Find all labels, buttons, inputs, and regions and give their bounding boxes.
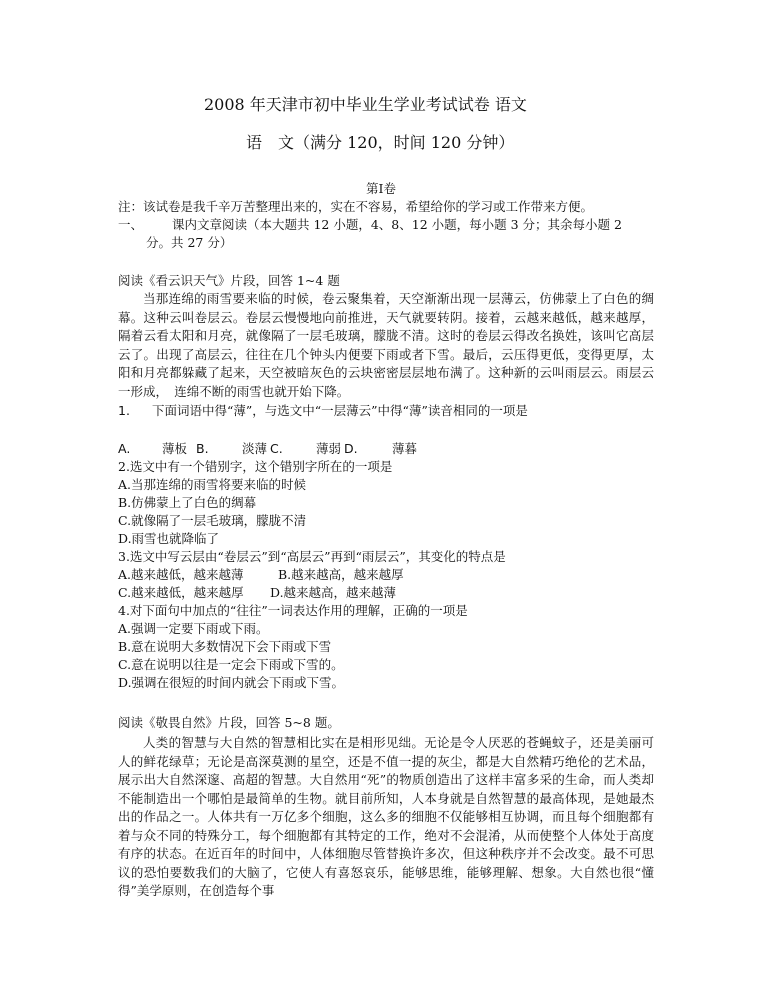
part-instruction-line1: 课内文章阅读（本大题共 12 小题，4、8、12 小题，每小题 3 分；其余每小题 2 <box>172 217 622 232</box>
reading2-passage: 人类的智慧与大自然的智慧相比实在是相形见绌。无论是令人厌恶的苍蝇蚊子，还是美丽可人的鲜花绿草；无论是高深莫测的星空，还是不值一提的灰尘，都是大自然精巧绝伦的艺术品，展示出大自然深邃、高超的智慧。大自然用“死”的物质创造出了这样丰富多采的生命，而人类却不能制造出一个哪怕是最简单的生物。就目前所知，人本身就是自然智慧的最高体现，是她最杰出的作品之一。人体共有一万亿多个细胞，这么多的细胞不仅能够相互协调，而且每个细胞都有着与众不同的特殊分工，每个细胞都有其特定的工作，绝对不会混淆，从而使整个人体处于高度有序的状态。在近百年的时间中，人体细胞尽管替换许多次，但这种秩序并不会改变。最不可思议的恐怕要数我们的大脑了，它使人有喜怒哀乐，能够思维，能够理解、想象。大自然也很“懂得”美学原则，在创造每个事 <box>118 735 654 898</box>
q2-option-b: B.仿佛蒙上了白色的绸幕 <box>118 495 257 510</box>
q4-option-a: A.强调一定要下雨或下雨。 <box>118 621 269 636</box>
q1-option-d-text: 薄暮 <box>392 441 418 456</box>
q1-option-c-label: C. <box>270 441 283 456</box>
q1-number: 1. <box>118 403 130 418</box>
part-instruction-line2: 分。共 27 分） <box>146 235 233 250</box>
q3-option-b: B.越来越高，越来越厚 <box>278 567 404 582</box>
reading1-passage: 当那连绵的雨雪要来临的时候，卷云聚集着，天空渐渐出现一层薄云，仿佛蒙上了白色的绸幕。这种云叫卷层云。卷层云慢慢地向前推进，天气就要转阴。接着，云越来越低，越来越厚，隔着云看太阳和月亮，就像隔了一层毛玻璃，朦胧不清。这时的卷层云得改名换姓，该叫它高层云了。出现了高层云，往往在几个钟头内便要下雨或者下雪。最后，云压得更低，变得更厚，太阳和月亮都躲藏了起来，天空被暗灰色的云块密密层层地布满了。这种新的云叫雨层云。雨层云一形成， 连绵不断的雨雪也就开始下降。 <box>118 291 654 399</box>
exam-title: 2008 年天津市初中毕业生学业考试试卷 语文 <box>204 95 527 114</box>
q1-option-a-label: A. <box>118 441 131 456</box>
q1-option-b-text: 淡薄 <box>242 441 268 456</box>
section-label: 第Ⅰ卷 <box>366 181 396 196</box>
q1-option-c-text: 薄弱 <box>316 441 342 456</box>
q2-stem: 2.选文中有一个错别字，这个错别字所在的一项是 <box>118 459 393 474</box>
q1-option-d-label: D. <box>344 441 358 456</box>
q4-option-d: D.强调在很短的时间内就会下雨或下雪。 <box>118 675 345 690</box>
q3-option-c: C.越来越低，越来越厚 <box>118 585 244 600</box>
q4-stem: 4.对下面句中加点的“往往”一词表达作用的理解，正确的一项是 <box>118 603 468 618</box>
q1-option-b-label: B. <box>196 441 209 456</box>
reading1-intro: 阅读《看云识天气》片段，回答 1~4 题 <box>118 273 340 288</box>
q2-option-d: D.雨雪也就降临了 <box>118 531 220 546</box>
reading2-intro: 阅读《敬畏自然》片段，回答 5~8 题。 <box>118 715 340 730</box>
q1-option-a-text: 薄板 <box>162 441 188 456</box>
q2-option-a: A.当那连绵的雨雪将要来临的时候 <box>118 477 307 492</box>
q3-option-a: A.越来越低，越来越薄 <box>118 567 244 582</box>
exam-note: 注：该试卷是我千辛万苦整理出来的，实在不容易，希望给你的学习或工作带来方便。 <box>118 199 594 214</box>
q4-option-b: B.意在说明大多数情况下会下雨或下雪 <box>118 639 332 654</box>
exam-subtitle: 语 文（满分 120，时间 120 分钟） <box>246 133 515 152</box>
q3-option-d: D.越来越高，越来越薄 <box>270 585 397 600</box>
q3-stem: 3.选文中写云层由“卷层云”到“高层云”再到“雨层云”，其变化的特点是 <box>118 549 506 564</box>
q2-option-c: C.就像隔了一层毛玻璃，朦胧不清 <box>118 513 307 528</box>
q1-stem: 下面词语中得“薄”，与选文中“一层薄云”中得“薄”读音相同的一项是 <box>152 403 528 418</box>
part-number: 一、 <box>118 217 144 232</box>
q4-option-c: C.意在说明以往是一定会下雨或下雪的。 <box>118 657 344 672</box>
